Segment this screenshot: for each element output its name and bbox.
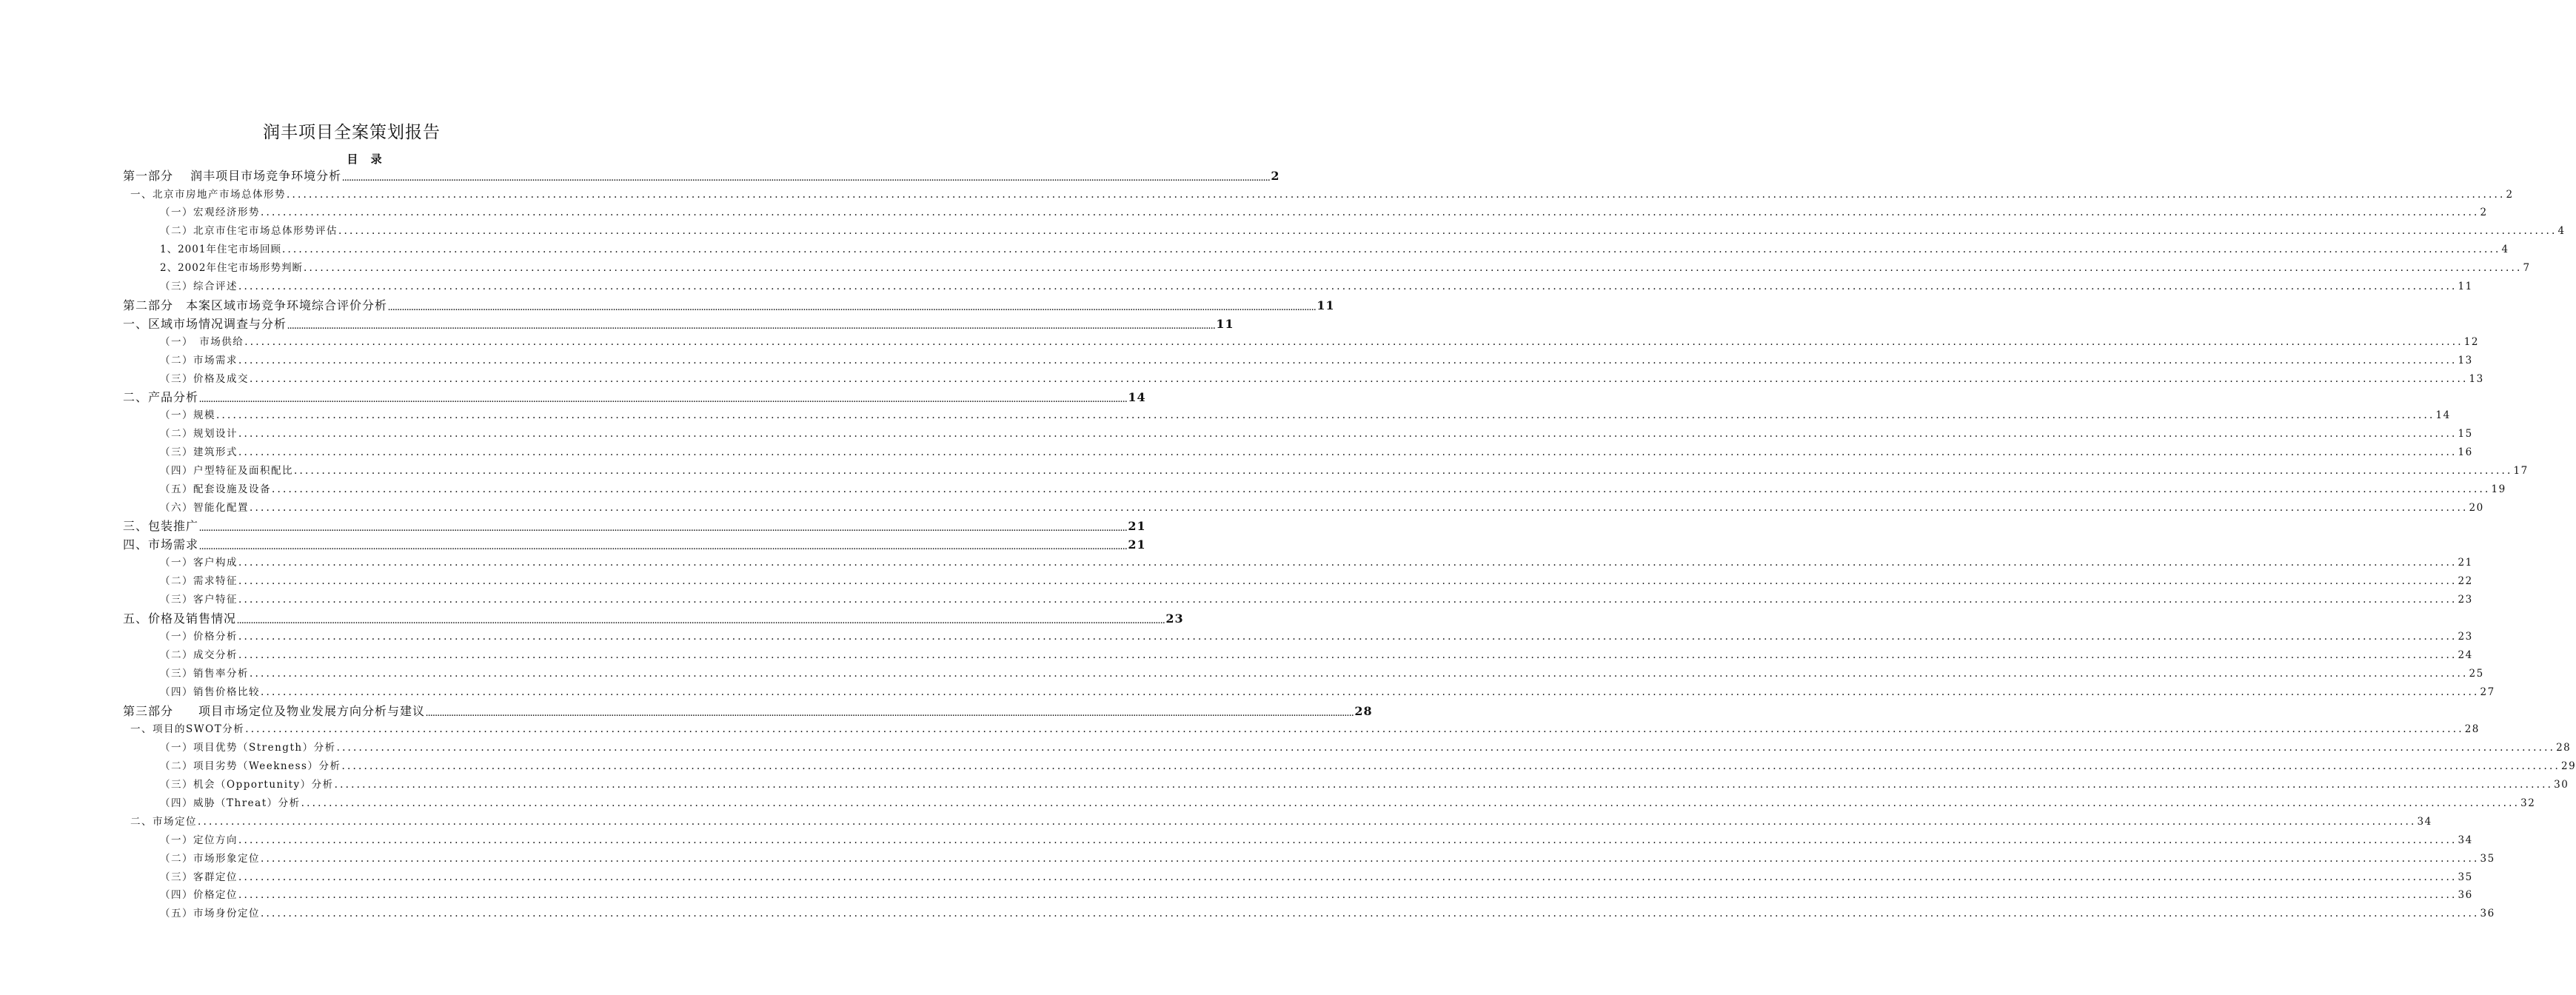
toc-entry[interactable]	[160, 500, 2484, 515]
dot-leader: ................................................................................................................................................................................................................................................................................................................................................................................................................	[238, 594, 2458, 606]
toc-entry-page-number: 16	[2458, 446, 2473, 458]
toc-entry-page-number: 4	[2557, 225, 2566, 237]
toc-entry[interactable]	[160, 906, 2495, 921]
toc-entry-title: （二）市场形象定位	[160, 853, 260, 865]
toc-entry[interactable]	[160, 777, 2569, 792]
toc-entry-page-number: 23	[2458, 594, 2473, 606]
dot-leader: ................................................................................................................................................................................................................................................................................................................................................................................................................	[238, 649, 2458, 661]
toc-entry[interactable]	[123, 389, 1146, 406]
toc-entry-title: （二）成交分析	[160, 649, 238, 661]
toc-entry[interactable]	[160, 242, 2509, 257]
toc-entry-title: （三）综合评述	[160, 281, 238, 292]
toc-entry-title: （五）市场身份定位	[160, 908, 260, 919]
dot-leader: ................................................................................................................................................................................................................................................................................................................................................................................................................	[238, 557, 2458, 569]
toc-entry-title: （三）机会（Opportunity）分析	[160, 779, 334, 791]
dot-leader: ................................................................................................................................................................................................................................................................................................................................................................................................................	[250, 373, 2469, 385]
toc-entry-title: 四、市场需求	[123, 537, 199, 552]
toc-entry-page-number: 28	[2464, 723, 2480, 735]
toc-entry[interactable]	[123, 703, 1373, 720]
toc-entry-title: 第三部分 项目市场定位及物业发展方向分析与建议	[123, 704, 426, 718]
toc-entry[interactable]	[160, 648, 2473, 663]
toc-entry[interactable]	[123, 537, 1146, 553]
toc-entry-title: 第一部分 润丰项目市场竞争环境分析	[123, 169, 342, 183]
toc-entry-title: （二）北京市住宅市场总体形势评估	[160, 225, 338, 237]
dot-leader: ................................................................................................................................................................................................................................................................................................................................................................................................................	[250, 502, 2469, 514]
toc-entry-page-number: 36	[2480, 908, 2495, 919]
toc-entry-page-number: 11	[2458, 281, 2473, 292]
toc-entry-title: 五、价格及销售情况	[123, 612, 237, 626]
dot-leader: ................................................................................................................................................................................................................................................................................................................................................................................................................	[303, 262, 2523, 274]
toc-entry-page-number: 4	[2501, 244, 2509, 255]
toc-entry[interactable]	[160, 851, 2495, 866]
toc-entry-page-number: 34	[2458, 834, 2473, 846]
dot-leader: ................................................................................................................................................................................................................................................................................................................................................................................................................	[294, 465, 2513, 477]
toc-entry-title: 1、2001年住宅市场回顾	[160, 244, 281, 255]
dot-leader: ................................................................................................................................................................................................................................................................................................................................................................................................................	[238, 355, 2458, 366]
dot-leader: ................................................................................................................................................................................................................................................................................................................................................................................................................	[237, 618, 1165, 626]
dot-leader: ................................................................................................................................................................................................................................................................................................................................................................................................................	[216, 409, 2435, 421]
toc-entry-title: （四）销售价格比较	[160, 686, 260, 698]
toc-entry-page-number: 35	[2480, 853, 2495, 865]
dot-leader: ................................................................................................................................................................................................................................................................................................................................................................................................................	[199, 397, 1128, 404]
toc-entry[interactable]	[160, 224, 2566, 238]
toc-entry-title: （一）规模	[160, 409, 215, 421]
toc-entry-page-number: 29	[2561, 760, 2576, 772]
toc-entry-page-number: 21	[1128, 537, 1146, 552]
toc-entry-title: 三、包装推广	[123, 519, 199, 533]
toc-entry[interactable]	[160, 740, 2572, 755]
toc-entry-page-number: 11	[1317, 298, 1335, 312]
toc-entry[interactable]	[123, 316, 1234, 332]
dot-leader: ................................................................................................................................................................................................................................................................................................................................................................................................................	[261, 908, 2480, 919]
toc-entry-page-number: 21	[2458, 557, 2473, 569]
toc-entry[interactable]	[160, 759, 2576, 774]
toc-entry-title: （一）客户构成	[160, 557, 238, 569]
toc-entry-page-number: 7	[2523, 262, 2531, 274]
dot-leader: ................................................................................................................................................................................................................................................................................................................................................................................................................	[272, 483, 2491, 495]
toc-entry-title: （三）客群定位	[160, 871, 238, 883]
toc-entry[interactable]	[123, 298, 1335, 314]
dot-leader: ................................................................................................................................................................................................................................................................................................................................................................................................................	[287, 189, 2506, 201]
toc-entry-page-number: 34	[2417, 816, 2432, 828]
toc-entry-page-number: 32	[2520, 797, 2536, 809]
toc-entry-title: （三）价格及成交	[160, 373, 249, 385]
toc-entry-page-number: 13	[2458, 355, 2473, 366]
dot-leader: ................................................................................................................................................................................................................................................................................................................................................................................................................	[199, 526, 1128, 533]
toc-entry[interactable]	[160, 279, 2473, 294]
toc-entry-title: （四）户型特征及面积配比	[160, 465, 293, 477]
dot-leader: ................................................................................................................................................................................................................................................................................................................................................................................................................	[244, 336, 2463, 348]
dot-leader: ................................................................................................................................................................................................................................................................................................................................................................................................................	[334, 779, 2554, 791]
toc-entry-page-number: 2	[1271, 169, 1280, 183]
toc-entry-page-number: 35	[2458, 871, 2473, 883]
toc-entry-page-number: 13	[2469, 373, 2484, 385]
toc-entry[interactable]	[130, 187, 2514, 202]
toc-entry[interactable]	[160, 445, 2473, 460]
toc-entry[interactable]	[160, 870, 2473, 885]
toc-entry-title: 2、2002年住宅市场形势判断	[160, 262, 303, 274]
toc-entry-title: （一）项目优势（Strength）分析	[160, 742, 336, 754]
toc-entry[interactable]	[130, 722, 2480, 737]
toc-entry-title: 一、区域市场情况调查与分析	[123, 317, 287, 331]
document-title: 润丰项目全案策划报告	[263, 123, 441, 142]
toc-entry-page-number: 22	[2458, 575, 2473, 587]
toc-entry-title: 第二部分 本案区域市场竞争环境综合评价分析	[123, 298, 388, 312]
toc-entry-page-number: 28	[2556, 742, 2572, 754]
toc-entry-page-number: 36	[2458, 889, 2473, 901]
toc-entry[interactable]	[160, 629, 2473, 644]
dot-leader: ................................................................................................................................................................................................................................................................................................................................................................................................................	[238, 871, 2458, 883]
toc-entry[interactable]	[123, 611, 1184, 627]
toc-entry[interactable]	[160, 335, 2479, 349]
toc-entry[interactable]	[123, 168, 1280, 184]
toc-entry-title: （二）规划设计	[160, 428, 238, 440]
toc-entry[interactable]	[160, 555, 2473, 570]
dot-leader: ................................................................................................................................................................................................................................................................................................................................................................................................................	[238, 446, 2458, 458]
toc-entry-page-number: 11	[1216, 317, 1234, 331]
dot-leader: ................................................................................................................................................................................................................................................................................................................................................................................................................	[261, 853, 2480, 865]
toc-entry-title: （四）价格定位	[160, 889, 238, 901]
toc-entry-title: 二、产品分析	[123, 390, 199, 404]
toc-entry[interactable]	[123, 518, 1146, 535]
toc-entry[interactable]	[160, 426, 2473, 441]
toc-entry-title: （五）配套设施及设备	[160, 483, 271, 495]
toc-entry-page-number: 30	[2554, 779, 2569, 791]
dot-leader: ................................................................................................................................................................................................................................................................................................................................................................................................................	[238, 631, 2458, 643]
toc-entry-title: （二）需求特征	[160, 575, 238, 587]
toc-entry[interactable]	[160, 574, 2473, 589]
dot-leader: ................................................................................................................................................................................................................................................................................................................................................................................................................	[338, 225, 2557, 237]
toc-entry-title: （三）销售率分析	[160, 668, 249, 680]
toc-entry-page-number: 2	[2506, 189, 2514, 201]
toc-entry[interactable]	[160, 888, 2473, 902]
toc-entry-page-number: 2	[2480, 207, 2488, 218]
toc-entry-title: （二）市场需求	[160, 355, 238, 366]
toc-entry-title: 一、北京市房地产市场总体形势	[130, 189, 286, 201]
dot-leader: ................................................................................................................................................................................................................................................................................................................................................................................................................	[281, 244, 2501, 255]
dot-leader: ................................................................................................................................................................................................................................................................................................................................................................................................................	[426, 711, 1354, 718]
toc-entry-title: 一、项目的SWOT分析	[130, 723, 245, 735]
toc-entry[interactable]	[160, 408, 2451, 423]
dot-leader: ................................................................................................................................................................................................................................................................................................................................................................................................................	[238, 281, 2458, 292]
dot-leader: ................................................................................................................................................................................................................................................................................................................................................................................................................	[261, 207, 2480, 218]
toc-entry-page-number: 12	[2463, 336, 2479, 348]
toc-entry-title: （一）宏观经济形势	[160, 207, 260, 218]
toc-entry-title: （二）项目劣势（Weekness）分析	[160, 760, 341, 772]
toc-entry-title: （一）价格分析	[160, 631, 238, 643]
toc-entry-page-number: 28	[1354, 704, 1373, 718]
dot-leader: ................................................................................................................................................................................................................................................................................................................................................................................................................	[261, 686, 2480, 698]
dot-leader: ................................................................................................................................................................................................................................................................................................................................................................................................................	[287, 324, 1216, 331]
dot-leader: ................................................................................................................................................................................................................................................................................................................................................................................................................	[238, 889, 2458, 901]
toc-entry[interactable]	[160, 205, 2488, 220]
toc-entry[interactable]	[160, 482, 2506, 497]
toc-entry-title: （一）定位方向	[160, 834, 238, 846]
toc-entry-page-number: 19	[2491, 483, 2506, 495]
toc-entry-page-number: 15	[2458, 428, 2473, 440]
dot-leader: ................................................................................................................................................................................................................................................................................................................................................................................................................	[238, 575, 2458, 587]
toc-entry[interactable]	[160, 463, 2529, 478]
toc-entry[interactable]	[130, 814, 2432, 829]
toc-entry-title: （三）建筑形式	[160, 446, 238, 458]
toc-entry[interactable]	[160, 592, 2473, 607]
toc-entry-page-number: 17	[2513, 465, 2529, 477]
dot-leader: ................................................................................................................................................................................................................................................................................................................................................................................................................	[238, 834, 2458, 846]
toc-entry-title: （六）智能化配置	[160, 502, 249, 514]
toc-entry-page-number: 23	[1165, 612, 1184, 626]
toc-entry-title: （三）客户特征	[160, 594, 238, 606]
dot-leader: ................................................................................................................................................................................................................................................................................................................................................................................................................	[342, 175, 1271, 183]
dot-leader: ................................................................................................................................................................................................................................................................................................................................................................................................................	[301, 797, 2520, 809]
dot-leader: ................................................................................................................................................................................................................................................................................................................................................................................................................	[198, 816, 2417, 828]
toc-entry-page-number: 21	[1128, 519, 1146, 533]
toc-entry[interactable]	[160, 353, 2473, 368]
toc-entry-title: 二、市场定位	[130, 816, 197, 828]
dot-leader: ................................................................................................................................................................................................................................................................................................................................................................................................................	[245, 723, 2464, 735]
dot-leader: ................................................................................................................................................................................................................................................................................................................................................................................................................	[199, 544, 1128, 552]
dot-leader: ................................................................................................................................................................................................................................................................................................................................................................................................................	[238, 428, 2458, 440]
toc-entry-page-number: 23	[2458, 631, 2473, 643]
toc-entry[interactable]	[160, 833, 2473, 848]
toc-entry-page-number: 14	[2435, 409, 2451, 421]
dot-leader: ................................................................................................................................................................................................................................................................................................................................................................................................................	[336, 742, 2556, 754]
toc-entry[interactable]	[160, 685, 2495, 700]
toc-entry[interactable]	[160, 261, 2531, 275]
toc-heading: 目 录	[347, 153, 387, 166]
toc-entry[interactable]	[160, 666, 2484, 681]
toc-entry-page-number: 14	[1128, 390, 1146, 404]
dot-leader: ................................................................................................................................................................................................................................................................................................................................................................................................................	[250, 668, 2469, 680]
dot-leader: ................................................................................................................................................................................................................................................................................................................................................................................................................	[341, 760, 2560, 772]
toc-entry[interactable]	[160, 372, 2484, 386]
toc-entry-page-number: 24	[2458, 649, 2473, 661]
toc-entry-page-number: 20	[2469, 502, 2484, 514]
toc-entry-page-number: 25	[2469, 668, 2484, 680]
toc-entry-title: （一） 市场供给	[160, 336, 244, 348]
toc-entry-page-number: 27	[2480, 686, 2495, 698]
toc-entry[interactable]	[160, 796, 2536, 811]
dot-leader: ................................................................................................................................................................................................................................................................................................................................................................................................................	[388, 305, 1317, 312]
toc-entry-title: （四）威胁（Threat）分析	[160, 797, 301, 809]
